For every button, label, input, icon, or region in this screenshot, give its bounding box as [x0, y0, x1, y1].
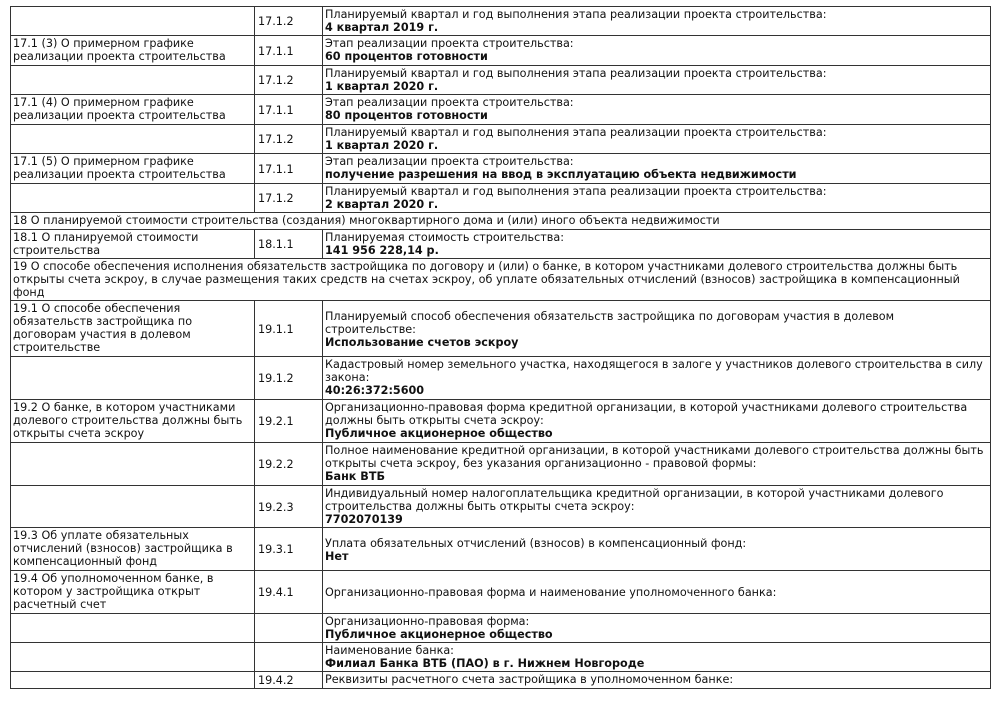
item-code: 17.1.2 [255, 184, 323, 213]
table-row [11, 95, 991, 125]
item-label: Планируемый квартал и год выполнения этапа реализации проекта строительства: [325, 67, 827, 80]
section-heading: 19 О способе обеспечения исполнения обязательств застройщика по договору и (или) о банке, в котором участниками долевого строительства должны быть открыты счета эскроу, в случае размещения таких средств на счетах эскроу, об уплате обязательных отчислений (взносов) застройщика в компенсационный фонд [11, 259, 991, 301]
table-row [11, 36, 991, 66]
item-value: 141 956 228,14 р. [325, 244, 439, 257]
item-content [323, 95, 991, 125]
table-row [11, 672, 991, 689]
section-title-cell [11, 614, 255, 643]
item-code: 19.4.2 [255, 672, 323, 689]
item-content [323, 125, 991, 154]
item-label: Кадастровый номер земельного участка, находящегося в залоге у участников долевого строительства в силу закона: [325, 358, 983, 384]
section-title-cell [11, 357, 255, 400]
item-label: Организационно-правовая форма: [325, 615, 530, 628]
table-row [11, 154, 991, 184]
item-code: 17.1.1 [255, 36, 323, 66]
table-row [11, 66, 991, 95]
item-code: 19.2.2 [255, 443, 323, 486]
item-content [323, 643, 991, 672]
item-content [323, 400, 991, 443]
item-code: 17.1.2 [255, 66, 323, 95]
item-label: Реквизиты расчетного счета застройщика в уполномоченном банке: [325, 673, 734, 686]
item-code: 19.1.2 [255, 357, 323, 400]
item-value: Использование счетов эскроу [325, 335, 519, 349]
item-content [323, 66, 991, 95]
section-title-cell [11, 66, 255, 95]
item-code: 19.4.1 [255, 571, 323, 614]
table-row [11, 184, 991, 213]
item-code: 17.1.1 [255, 154, 323, 184]
item-content [323, 443, 991, 486]
item-value: 60 процентов готовности [325, 50, 488, 63]
item-label: Индивидуальный номер налогоплательщика кредитной организации, в которой участниками долевого строительства должны быть открыты счета эскроу: [325, 487, 944, 513]
item-code [255, 643, 323, 672]
item-label: Этап реализации проекта строительства: [325, 96, 574, 109]
table-row [11, 301, 991, 357]
section-title-cell [11, 7, 255, 36]
section-row [11, 213, 991, 230]
item-code: 19.3.1 [255, 528, 323, 571]
section-title-cell: 18.1 О планируемой стоимости строительства [11, 230, 255, 259]
item-label: Планируемая стоимость строительства: [325, 231, 564, 244]
item-value: получение разрешения на ввод в эксплуатацию объекта недвижимости [325, 168, 797, 181]
section-row [11, 259, 991, 301]
item-content [323, 528, 991, 571]
table-row [11, 7, 991, 36]
item-code: 19.1.1 [255, 301, 323, 357]
item-label: Планируемый квартал и год выполнения этапа реализации проекта строительства: [325, 185, 827, 198]
section-title-cell [11, 125, 255, 154]
table-row [11, 125, 991, 154]
section-title-cell [11, 672, 255, 689]
table-row [11, 443, 991, 486]
table-row [11, 357, 991, 400]
section-title-cell [11, 443, 255, 486]
section-heading: 18 О планируемой стоимости строительства (создания) многоквартирного дома и (или) иного объекта недвижимости [11, 213, 991, 230]
item-label: Этап реализации проекта строительства: [325, 37, 574, 50]
item-value: 4 квартал 2019 г. [325, 21, 439, 34]
item-value: 1 квартал 2020 г. [325, 139, 439, 152]
item-code: 17.1.2 [255, 125, 323, 154]
item-value: 1 квартал 2020 г. [325, 80, 439, 93]
section-title-cell: 19.2 О банке, в котором участниками долевого строительства должны быть открыты счета эскроу [11, 400, 255, 443]
item-code: 17.1.1 [255, 95, 323, 125]
table-row [11, 230, 991, 259]
item-label: Наименование банка: [325, 644, 454, 657]
item-value: 7702070139 [325, 513, 403, 526]
section-title-cell: 17.1 (3) О примерном графике реализации проекта строительства [11, 36, 255, 66]
item-label: Полное наименование кредитной организации, в которой участниками долевого строительства должны быть открыты счета эскроу, без указания организационно - правовой формы: [325, 444, 984, 470]
section-title-cell [11, 184, 255, 213]
table-row [11, 528, 991, 571]
item-content [323, 36, 991, 66]
table-row [11, 400, 991, 443]
item-label: Организационно-правовая форма и наименование уполномоченного банка: [325, 586, 777, 599]
item-content [323, 614, 991, 643]
item-value: Банк ВТБ [325, 470, 385, 483]
item-value: 2 квартал 2020 г. [325, 198, 439, 211]
item-value: Публичное акционерное общество [325, 628, 553, 641]
item-label: Планируемый квартал и год выполнения этапа реализации проекта строительства: [325, 8, 827, 21]
item-value: 40:26:372:5600 [325, 384, 425, 397]
item-code: 19.2.1 [255, 400, 323, 443]
item-label: Организационно-правовая форма кредитной организации, в которой участниками долевого строительства должны быть открыты счета эскроу: [325, 401, 968, 427]
table-row [11, 643, 991, 672]
item-code: 17.1.2 [255, 7, 323, 36]
item-label: Уплата обязательных отчислений (взносов) в компенсационный фонд: [325, 536, 747, 550]
item-content [323, 357, 991, 400]
item-value: Нет [325, 549, 349, 563]
section-title-cell: 17.1 (5) О примерном графике реализации проекта строительства [11, 154, 255, 184]
item-content [323, 301, 991, 357]
item-code: 19.2.3 [255, 486, 323, 528]
table-row [11, 571, 991, 614]
item-content [323, 672, 991, 689]
table-row [11, 614, 991, 643]
item-content [323, 571, 991, 614]
item-content [323, 184, 991, 213]
section-title-cell: 19.1 О способе обеспечения обязательств застройщика по договорам участия в долевом строительстве [11, 301, 255, 357]
section-title-cell: 19.4 Об уполномоченном банке, в котором у застройщика открыт расчетный счет [11, 571, 255, 614]
item-code [255, 614, 323, 643]
table-row [11, 486, 991, 528]
item-label: Планируемый квартал и год выполнения этапа реализации проекта строительства: [325, 126, 827, 139]
section-title-cell [11, 643, 255, 672]
item-value: Филиал Банка ВТБ (ПАО) в г. Нижнем Новгороде [325, 657, 645, 670]
item-value: Публичное акционерное общество [325, 427, 553, 440]
item-value: 80 процентов готовности [325, 109, 488, 122]
item-content [323, 7, 991, 36]
disclosure-table [10, 6, 991, 689]
item-label: Этап реализации проекта строительства: [325, 155, 574, 168]
item-content [323, 486, 991, 528]
section-title-cell [11, 486, 255, 528]
item-label: Планируемый способ обеспечения обязательств застройщика по договорам участия в долевом строительстве: [325, 309, 895, 336]
item-code: 18.1.1 [255, 230, 323, 259]
section-title-cell: 19.3 Об уплате обязательных отчислений (взносов) застройщика в компенсационный фонд [11, 528, 255, 571]
item-content [323, 230, 991, 259]
item-content [323, 154, 991, 184]
section-title-cell: 17.1 (4) О примерном графике реализации проекта строительства [11, 95, 255, 125]
